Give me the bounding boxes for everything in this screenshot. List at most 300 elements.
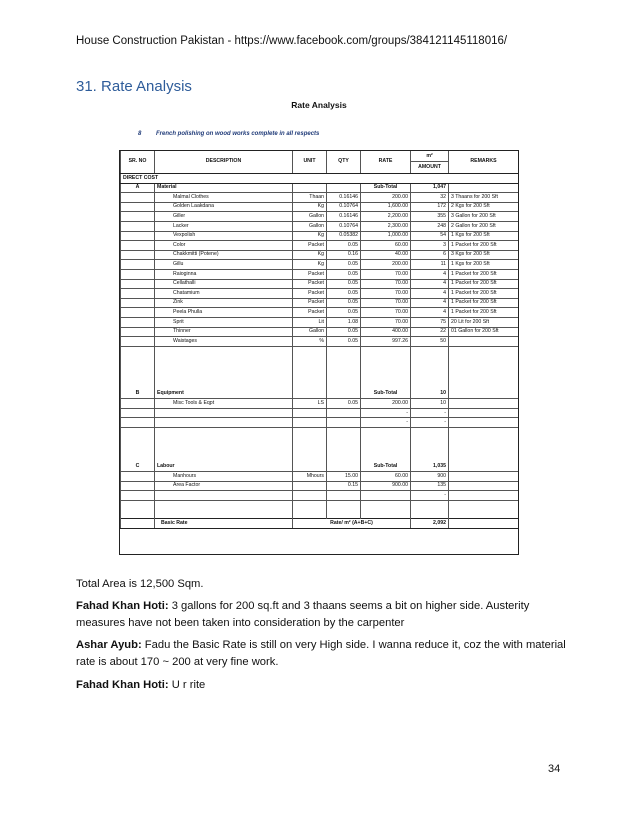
- empty-cell: [155, 454, 293, 463]
- row-description: Golden Laakdana: [155, 202, 293, 212]
- row-remarks: 3 Kgs for 200 Sft: [449, 250, 519, 260]
- row-remarks: [449, 472, 519, 482]
- row-rate: 60.00: [361, 241, 411, 251]
- section-title: 31. Rate Analysis: [76, 78, 192, 95]
- row-amount: 4: [411, 279, 449, 289]
- row-qty: [327, 408, 361, 418]
- page-number: 34: [548, 763, 561, 775]
- row-rate: 400.00: [361, 327, 411, 337]
- row-unit: Thaan: [293, 193, 327, 203]
- comment-text: Fadu the Basic Rate is still on very High side. I wanna reduce it, coz the with material rate is about 170 ~ 200 at very fine work.: [76, 639, 566, 668]
- empty-cell: [411, 437, 449, 446]
- row-description: Waistages: [155, 337, 293, 347]
- row-unit: Kg: [293, 231, 327, 241]
- comment-2: [76, 637, 566, 671]
- row-description: Sprit: [155, 317, 293, 327]
- row-rate: 60.00: [361, 472, 411, 482]
- empty-cell: [155, 428, 293, 437]
- row-remarks: [449, 337, 519, 347]
- row-description: Thinner: [155, 327, 293, 337]
- empty-cell: [155, 355, 293, 364]
- sub-total-label: Sub-Total: [361, 462, 411, 471]
- empty-cell: [155, 437, 293, 446]
- row-qty: 0.10764: [327, 221, 361, 231]
- row-unit: Packet: [293, 269, 327, 279]
- empty-cell: [155, 509, 293, 518]
- row-amount: 11: [411, 260, 449, 270]
- empty-cell: [361, 381, 411, 390]
- comment-3: [76, 677, 566, 694]
- row-remarks: 3 Gallon for 200 Sft: [449, 212, 519, 222]
- row-description: Peela Phulla: [155, 308, 293, 318]
- row-unit: Packet: [293, 241, 327, 251]
- comment-author: Fahad Khan Hoti:: [76, 679, 169, 691]
- row-qty: 0.16146: [327, 212, 361, 222]
- table-row: [121, 308, 519, 318]
- empty-cell: [293, 500, 327, 509]
- empty-cell: [449, 454, 519, 463]
- section-name: Material: [155, 183, 293, 193]
- row-unit: Packet: [293, 289, 327, 299]
- header-m2: m²: [411, 151, 449, 162]
- empty-cell: [449, 437, 519, 446]
- row-qty: 1.08: [327, 317, 361, 327]
- row-unit: %: [293, 337, 327, 347]
- empty-cell: [361, 372, 411, 381]
- section-code: C: [121, 462, 155, 471]
- row-qty: 0.15: [327, 481, 361, 491]
- row-qty: 0.05: [327, 289, 361, 299]
- row-amount: 54: [411, 231, 449, 241]
- item-description: French polishing on wood works complete in all respects: [156, 131, 320, 137]
- row-remarks: 3 Thaans for 200 Sft: [449, 193, 519, 203]
- table-row: [121, 399, 519, 409]
- empty-cell: [411, 381, 449, 390]
- spacer-row: [121, 364, 519, 373]
- sub-total-value: 1,035: [411, 462, 449, 471]
- row-amount: 248: [411, 221, 449, 231]
- empty-cell: [121, 437, 155, 446]
- empty-cell: [121, 364, 155, 373]
- empty-cell: [361, 500, 411, 509]
- empty-cell: [121, 445, 155, 454]
- row-amount: 355: [411, 212, 449, 222]
- empty-cell: [449, 390, 519, 399]
- total-area-text: Total Area is 12,500 Sqm.: [76, 578, 204, 590]
- row-qty: 0.05: [327, 269, 361, 279]
- row-remarks: [449, 418, 519, 428]
- table-row: [121, 337, 519, 347]
- empty-cell: [449, 381, 519, 390]
- empty-cell: [293, 390, 327, 399]
- table-row: [121, 260, 519, 270]
- section-code: B: [121, 390, 155, 399]
- row-amount: 50: [411, 337, 449, 347]
- row-amount: 4: [411, 269, 449, 279]
- table-row: [121, 250, 519, 260]
- header-qty: QTY: [327, 151, 361, 174]
- empty-cell: [411, 428, 449, 437]
- empty-cell: [361, 355, 411, 364]
- sr-cell: [121, 418, 155, 428]
- header-unit: UNIT: [293, 151, 327, 174]
- row-unit: Lit: [293, 317, 327, 327]
- empty-cell: [121, 518, 155, 528]
- table-row: [121, 298, 519, 308]
- empty-cell: [327, 372, 361, 381]
- row-qty: 0.10764: [327, 202, 361, 212]
- spacer-row: [121, 428, 519, 437]
- row-unit: Packet: [293, 298, 327, 308]
- empty-cell: [293, 428, 327, 437]
- row-unit: Gallon: [293, 221, 327, 231]
- sr-cell: [121, 289, 155, 299]
- empty-cell: [327, 428, 361, 437]
- row-description: [155, 491, 293, 501]
- row-remarks: 2 Gallon for 200 Sft: [449, 221, 519, 231]
- sr-cell: [121, 472, 155, 482]
- row-qty: 0.05: [327, 327, 361, 337]
- empty-cell: [327, 445, 361, 454]
- spacer-row: [121, 355, 519, 364]
- sr-cell: [121, 337, 155, 347]
- row-unit: [293, 491, 327, 501]
- empty-cell: [411, 372, 449, 381]
- empty-cell: [361, 454, 411, 463]
- table-row: [121, 317, 519, 327]
- row-rate: 2,300.00: [361, 221, 411, 231]
- table-row: [121, 193, 519, 203]
- empty-cell: [411, 454, 449, 463]
- row-unit: [293, 481, 327, 491]
- row-amount: 22: [411, 327, 449, 337]
- table-row: [121, 231, 519, 241]
- table-row: [121, 289, 519, 299]
- spacer-row: [121, 500, 519, 509]
- row-amount: 10: [411, 399, 449, 409]
- empty-cell: [293, 364, 327, 373]
- row-remarks: 1 Packet for 200 Sft: [449, 269, 519, 279]
- row-amount: 4: [411, 289, 449, 299]
- spacer-row: [121, 372, 519, 381]
- row-remarks: 1 Packet for 200 Sft: [449, 298, 519, 308]
- row-rate: 200.00: [361, 193, 411, 203]
- empty-cell: [121, 372, 155, 381]
- empty-cell: [449, 518, 519, 528]
- row-rate: 70.00: [361, 298, 411, 308]
- row-qty: [327, 418, 361, 428]
- empty-cell: [449, 372, 519, 381]
- empty-cell: [327, 381, 361, 390]
- empty-cell: [327, 462, 361, 471]
- table-row: [121, 472, 519, 482]
- row-remarks: [449, 399, 519, 409]
- sr-cell: [121, 327, 155, 337]
- empty-cell: [327, 390, 361, 399]
- row-qty: 0.05: [327, 298, 361, 308]
- section-header-row-equipment: [121, 390, 519, 399]
- row-amount: 4: [411, 308, 449, 318]
- row-unit: LS: [293, 399, 327, 409]
- row-rate: [361, 491, 411, 501]
- empty-cell: [121, 346, 155, 355]
- empty-cell: [155, 381, 293, 390]
- rate-analysis-title: Rate Analysis: [291, 100, 347, 110]
- row-qty: 0.05: [327, 279, 361, 289]
- row-description: Raioginna: [155, 269, 293, 279]
- empty-cell: [411, 355, 449, 364]
- basic-rate-value: 2,092: [411, 518, 449, 528]
- row-remarks: [449, 481, 519, 491]
- empty-cell: [411, 500, 449, 509]
- direct-cost-label: DIRECT COST: [121, 174, 519, 184]
- empty-cell: [293, 346, 327, 355]
- row-unit: Mhours: [293, 472, 327, 482]
- row-qty: 0.05: [327, 337, 361, 347]
- row-remarks: 1 Kgs for 200 Sft: [449, 231, 519, 241]
- empty-cell: [121, 500, 155, 509]
- rate-analysis-table: [120, 151, 519, 529]
- sr-cell: [121, 491, 155, 501]
- sr-cell: [121, 212, 155, 222]
- section-name: Equipment: [155, 390, 293, 399]
- row-remarks: 1 Packet for 200 Sft: [449, 241, 519, 251]
- section-header-row-labour: [121, 462, 519, 471]
- empty-cell: [293, 462, 327, 471]
- table-row: [121, 241, 519, 251]
- empty-cell: [293, 381, 327, 390]
- empty-cell: [361, 428, 411, 437]
- empty-cell: [361, 509, 411, 518]
- row-unit: [293, 408, 327, 418]
- empty-cell: [449, 346, 519, 355]
- row-rate: 2,200.00: [361, 212, 411, 222]
- table-row: [121, 491, 519, 501]
- empty-cell: [293, 445, 327, 454]
- empty-cell: [121, 428, 155, 437]
- sr-cell: [121, 221, 155, 231]
- sr-cell: [121, 399, 155, 409]
- row-remarks: [449, 491, 519, 501]
- sr-cell: [121, 231, 155, 241]
- row-rate: 70.00: [361, 289, 411, 299]
- direct-cost-row: [121, 174, 519, 184]
- row-unit: Kg: [293, 260, 327, 270]
- empty-cell: [449, 428, 519, 437]
- empty-cell: [293, 355, 327, 364]
- sub-total-label: Sub-Total: [361, 390, 411, 399]
- empty-cell: [121, 355, 155, 364]
- sub-total-value: 10: [411, 390, 449, 399]
- empty-cell: [411, 445, 449, 454]
- basic-rate-label: Basic Rate: [155, 518, 293, 528]
- empty-cell: [327, 355, 361, 364]
- row-rate: 70.00: [361, 279, 411, 289]
- empty-cell: [449, 364, 519, 373]
- sr-cell: [121, 193, 155, 203]
- sub-total-value: 1,047: [411, 183, 449, 193]
- page-header: House Construction Pakistan - https://www.facebook.com/groups/384121145118016/: [76, 35, 508, 47]
- row-rate: 1,000.00: [361, 231, 411, 241]
- table-row: [121, 481, 519, 491]
- empty-cell: [121, 509, 155, 518]
- row-rate: 1,600.00: [361, 202, 411, 212]
- row-remarks: 1 Kgs for 200 Sft: [449, 260, 519, 270]
- spacer-row: [121, 509, 519, 518]
- table-row: [121, 212, 519, 222]
- row-description: Malmal Clothes: [155, 193, 293, 203]
- basic-rate-formula: Rate/ m² (A+B+C): [293, 518, 411, 528]
- row-description: Color: [155, 241, 293, 251]
- basic-rate-row: [121, 518, 519, 528]
- row-description: Giller: [155, 212, 293, 222]
- sr-cell: [121, 308, 155, 318]
- empty-cell: [121, 454, 155, 463]
- row-amount: 32: [411, 193, 449, 203]
- row-rate: -: [361, 418, 411, 428]
- empty-cell: [293, 454, 327, 463]
- row-rate: 200.00: [361, 399, 411, 409]
- spacer-row: [121, 381, 519, 390]
- empty-cell: [293, 183, 327, 193]
- table-row: [121, 279, 519, 289]
- sr-cell: [121, 298, 155, 308]
- empty-cell: [155, 364, 293, 373]
- empty-cell: [411, 346, 449, 355]
- empty-cell: [361, 364, 411, 373]
- rate-analysis-table-frame: [119, 150, 519, 555]
- sr-cell: [121, 202, 155, 212]
- row-description: Manhours: [155, 472, 293, 482]
- empty-cell: [155, 372, 293, 381]
- empty-cell: [155, 445, 293, 454]
- sr-cell: [121, 317, 155, 327]
- row-amount: 6: [411, 250, 449, 260]
- row-unit: Gallon: [293, 327, 327, 337]
- comment-text: U r rite: [168, 679, 206, 691]
- empty-cell: [361, 346, 411, 355]
- empty-cell: [327, 364, 361, 373]
- comment-text: 3 gallons for 200 sq.ft and 3 thaans seems a bit on higher side. Austerity measures have not been taken into consideration by the carpenter: [76, 600, 530, 629]
- item-description-line: [138, 131, 319, 137]
- empty-cell: [293, 372, 327, 381]
- table-row: [121, 408, 519, 418]
- row-rate: -: [361, 408, 411, 418]
- sr-cell: [121, 250, 155, 260]
- row-qty: 0.05: [327, 399, 361, 409]
- empty-cell: [155, 500, 293, 509]
- row-amount: 75: [411, 317, 449, 327]
- row-remarks: 20 Lit for 200 Sft: [449, 317, 519, 327]
- row-rate: 70.00: [361, 269, 411, 279]
- empty-cell: [411, 509, 449, 518]
- empty-cell: [449, 183, 519, 193]
- empty-cell: [327, 509, 361, 518]
- row-unit: Packet: [293, 308, 327, 318]
- table-row: [121, 221, 519, 231]
- empty-cell: [155, 346, 293, 355]
- row-description: Cellathalli: [155, 279, 293, 289]
- empty-cell: [449, 500, 519, 509]
- row-description: Zink: [155, 298, 293, 308]
- row-amount: -: [411, 408, 449, 418]
- row-amount: -: [411, 491, 449, 501]
- row-rate: 70.00: [361, 308, 411, 318]
- row-amount: 4: [411, 298, 449, 308]
- row-rate: 900.00: [361, 481, 411, 491]
- empty-cell: [449, 445, 519, 454]
- sub-total-label: Sub-Total: [361, 183, 411, 193]
- row-amount: -: [411, 418, 449, 428]
- row-remarks: 1 Packet for 200 Sft: [449, 279, 519, 289]
- spacer-row: [121, 445, 519, 454]
- empty-cell: [327, 183, 361, 193]
- row-description: Vexpolish: [155, 231, 293, 241]
- spacer-row: [121, 346, 519, 355]
- row-description: Chakkmitti (Potene): [155, 250, 293, 260]
- header-remarks: REMARKS: [449, 151, 519, 174]
- empty-cell: [121, 381, 155, 390]
- row-remarks: [449, 408, 519, 418]
- row-qty: [327, 491, 361, 501]
- row-qty: 0.16146: [327, 193, 361, 203]
- row-rate: 200.00: [361, 260, 411, 270]
- empty-cell: [449, 509, 519, 518]
- row-qty: 0.05382: [327, 231, 361, 241]
- sr-cell: [121, 241, 155, 251]
- sr-cell: [121, 408, 155, 418]
- row-unit: Packet: [293, 279, 327, 289]
- row-unit: Kg: [293, 202, 327, 212]
- row-qty: 0.16: [327, 250, 361, 260]
- row-remarks: 2 Kgs for 200 Sft: [449, 202, 519, 212]
- table-row: [121, 327, 519, 337]
- row-rate: 40.00: [361, 250, 411, 260]
- row-unit: Gallon: [293, 212, 327, 222]
- row-remarks: 1 Packet for 200 Sft: [449, 289, 519, 299]
- row-description: Chatamium: [155, 289, 293, 299]
- row-description: Misc Tools & Eqpt: [155, 399, 293, 409]
- table-row: [121, 418, 519, 428]
- row-qty: 15.00: [327, 472, 361, 482]
- sr-cell: [121, 279, 155, 289]
- table-row: [121, 202, 519, 212]
- sr-cell: [121, 269, 155, 279]
- row-rate: 70.00: [361, 317, 411, 327]
- row-amount: 172: [411, 202, 449, 212]
- row-description: [155, 418, 293, 428]
- header-sr-no: SR. NO: [121, 151, 155, 174]
- row-qty: 0.05: [327, 241, 361, 251]
- row-unit: Kg: [293, 250, 327, 260]
- empty-cell: [327, 500, 361, 509]
- item-number: 8: [138, 131, 142, 137]
- row-amount: 135: [411, 481, 449, 491]
- row-qty: 0.05: [327, 260, 361, 270]
- row-qty: 0.05: [327, 308, 361, 318]
- row-remarks: 1 Packet for 200 Sft: [449, 308, 519, 318]
- row-amount: 3: [411, 241, 449, 251]
- empty-cell: [293, 509, 327, 518]
- empty-cell: [411, 364, 449, 373]
- section-name: Labour: [155, 462, 293, 471]
- row-remarks: 01 Gallon for 200 Sft: [449, 327, 519, 337]
- header-description: DESCRIPTION: [155, 151, 293, 174]
- table-header-row: [121, 151, 519, 162]
- row-amount: 900: [411, 472, 449, 482]
- row-description: Gillu: [155, 260, 293, 270]
- section-code: A: [121, 183, 155, 193]
